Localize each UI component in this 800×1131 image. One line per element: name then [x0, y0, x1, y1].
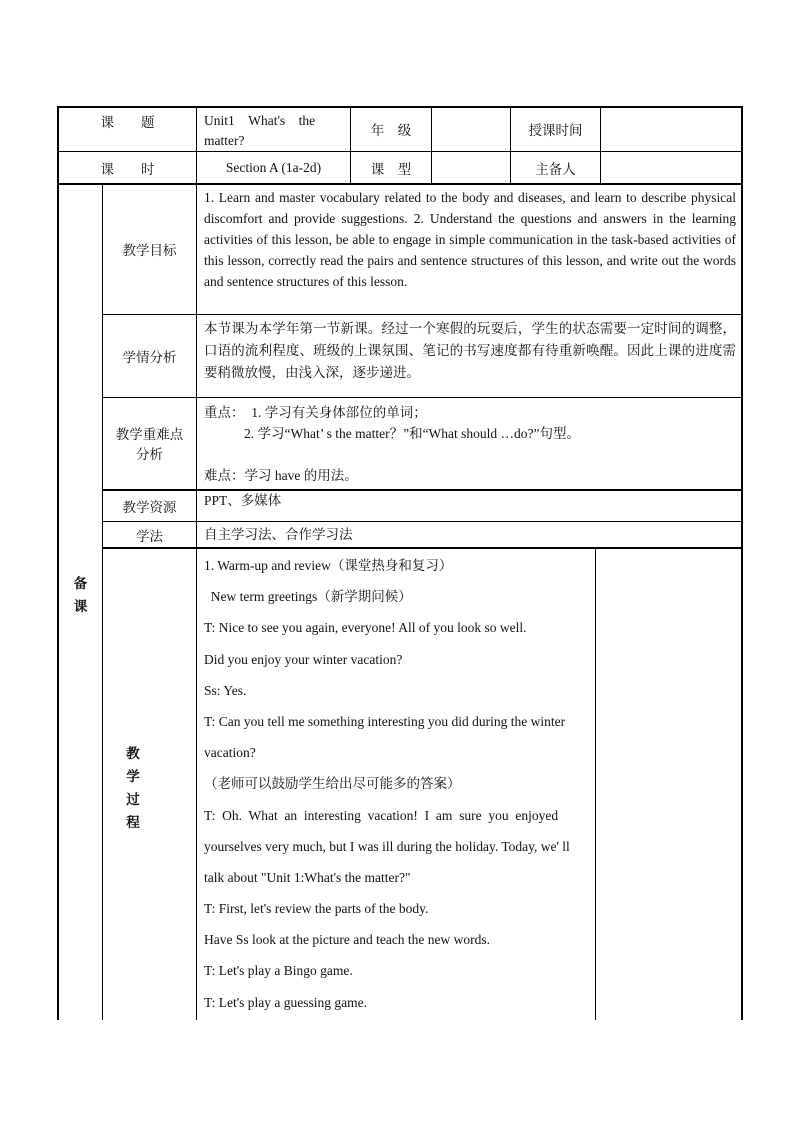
teach-time-value[interactable]: [601, 106, 741, 151]
objectives-label: 教学目标: [122, 243, 177, 258]
keypoints-line1: 重点： 1. 学习有关身体部位的单词；: [204, 405, 427, 420]
process-line: T: Let's play a Bingo game.: [204, 963, 353, 979]
resources-text: PPT、多媒体: [204, 493, 282, 508]
prep-label-2: 课: [73, 599, 88, 614]
method-label: 学法: [136, 528, 163, 544]
process-notes-column[interactable]: [597, 549, 740, 1019]
analysis-label: 学情分析: [122, 350, 177, 365]
keypoints-line3: 难点：学习 have 的用法。: [204, 468, 358, 483]
analysis-text: 本节课为本学年第一节新课。经过一个寒假的玩耍后，学生的状态需要一定时间的调整，口语的流利程度、班级的上课氛围、笔记的书写速度都有待重新唤醒。因此上课的进度需要稍微放慢，由浅入深，逐步递进。: [204, 321, 736, 380]
preparer-label: 主备人: [535, 161, 576, 177]
process-label-4: 程: [126, 815, 140, 830]
process-line: 1. Warm-up and review（课堂热身和复习）: [204, 558, 453, 573]
process-label-3: 过: [126, 792, 140, 807]
process-line: T: Can you tell me something interesting you did during the winter: [204, 713, 566, 729]
topic-value-line2: matter?: [204, 133, 245, 148]
process-line: New term greetings（新学期问候）: [204, 589, 412, 605]
process-label-1: 教: [126, 746, 140, 761]
objectives-text: 1. Learn and master vocabulary related to the body and diseases, and learn to describe physical discomfort and provide suggestions. 2. Understand the questions and answers in the learning activities of this lesson, be able to engage in simple communication in the task-based activities of this lesson, correctly read the pairs and sentence structures of this lesson, and write out the words and sentence structures of this lesson.: [204, 190, 736, 289]
type-label: 课 型: [370, 161, 412, 177]
period-value: Section A (1a-2d): [225, 159, 322, 175]
process-line: T: Let's play a guessing game.: [204, 994, 367, 1010]
process-line: T: Nice to see you again, everyone! All of you look so well.: [204, 620, 527, 636]
process-line: Ss: Yes.: [204, 682, 247, 698]
topic-label: 课 题: [100, 115, 155, 130]
period-label: 课 时: [100, 161, 155, 177]
process-line: vacation?: [204, 745, 256, 761]
process-line: talk about "Unit 1:What's the matter?": [204, 869, 411, 885]
teach-time-label: 授课时间: [528, 122, 583, 138]
keypoints-label-1: 教学重难点: [115, 427, 184, 442]
resources-label: 教学资源: [122, 500, 177, 515]
prep-label-1: 备: [73, 576, 88, 591]
type-value[interactable]: [432, 152, 510, 183]
preparer-value[interactable]: [601, 152, 741, 183]
process-line: Have Ss look at the picture and teach the new words.: [204, 932, 491, 948]
keypoints-line2: 2. 学习“What’ s the matter？”和“What should …do?”句型。: [244, 426, 581, 441]
process-line: Did you enjoy your winter vacation?: [204, 651, 403, 667]
grade-value[interactable]: [432, 106, 510, 151]
keypoints-label-2: 分析: [136, 447, 163, 462]
process-content: [204, 550, 590, 1018]
process-label-2: 学: [126, 769, 140, 784]
grade-label: 年 级: [370, 122, 412, 138]
process-line: （老师可以鼓励学生给出尽可能多的答案）: [204, 776, 461, 792]
process-line: T: Oh. What an interesting vacation! I am sure you enjoyed: [204, 807, 559, 823]
process-line: T: First, let's review the parts of the body.: [204, 901, 429, 917]
process-line: yourselves very much, but I was ill during the holiday. Today, we' ll: [204, 838, 570, 854]
method-text: 自主学习法、合作学习法: [204, 527, 353, 542]
topic-value-line1: Unit1 What's the: [204, 113, 316, 128]
